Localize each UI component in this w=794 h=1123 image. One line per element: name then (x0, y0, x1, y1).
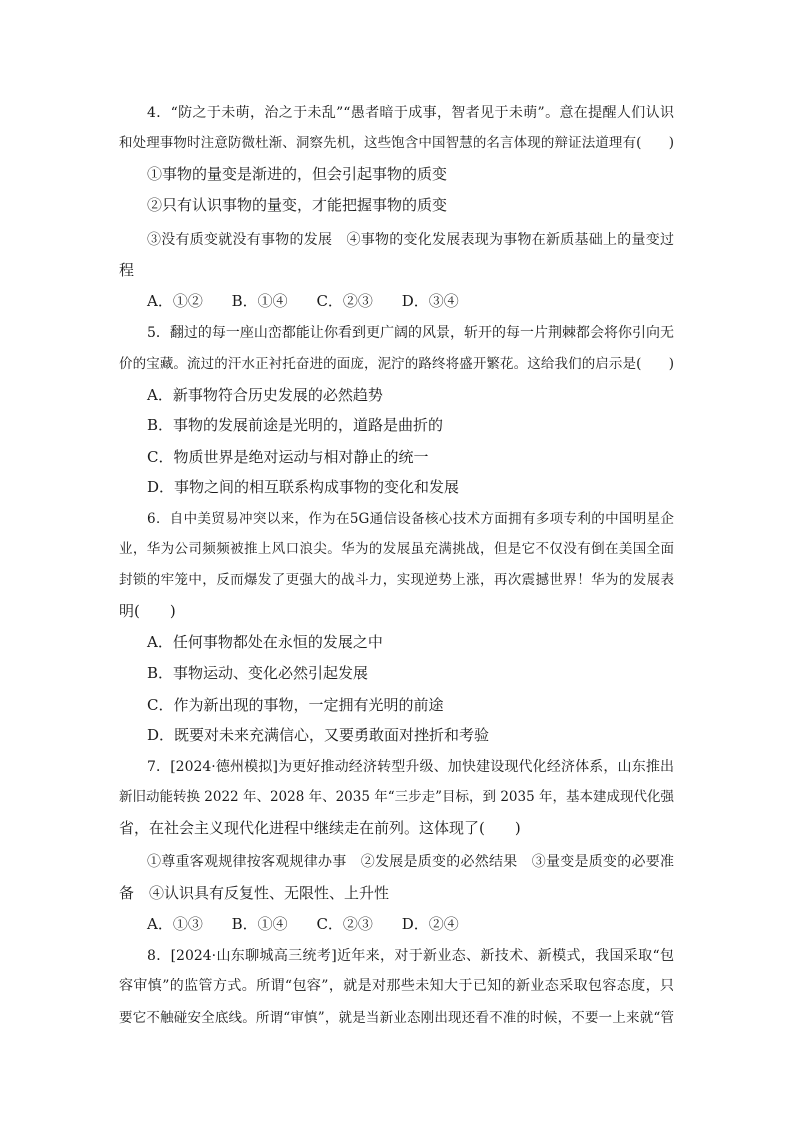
q7-option-a: A．①③ (147, 915, 203, 933)
q6-option-c: C．作为新出现的事物，一定拥有光明的前途 (147, 696, 444, 714)
q4-options (147, 291, 483, 311)
q4-stem-line-2: 和处理事物时注意防微杜渐、洞察先机，这些饱含中国智慧的名言体现的辩证法道理有( ) (119, 135, 674, 151)
q5-option-c: C．物质世界是绝对运动与相对静止的统一 (147, 448, 429, 466)
q5-stem-line-2: 价的宝藏。流过的汗水正衬托奋进的面庞，泥泞的路终将盛开繁花。这给我们的启示是( ) (119, 356, 674, 372)
q4-option-b: B．①④ (231, 292, 288, 310)
q8-stem-line-1: 8．[2024·山东聊城高三统考]近年来，对于新业态、新技术、新模式，我国采取“包 (147, 948, 674, 964)
q7-stem-line-1: 7．[2024·德州模拟]为更好推动经济转型升级、加快建设现代化经济体系，山东推出 (147, 759, 674, 775)
q7-statements-line-1: ①尊重客观规律按客观规律办事 ②发展是质变的必然结果 ③量变是质变的必要准 (147, 854, 674, 870)
q5-stem-line-1: 5．翻过的每一座山峦都能让你看到更广阔的风景，斩开的每一片荆棘都会将你引向无 (147, 325, 674, 341)
q4-option-a: A．①② (147, 292, 203, 310)
q7-stem-line-3: 省，在社会主义现代化进程中继续走在前列。这体现了( ) (119, 819, 521, 837)
q6-stem-line-4: 明( ) (119, 602, 176, 620)
q5-option-b: B．事物的发展前途是光明的，道路是曲折的 (147, 416, 444, 434)
q7-statements-line-2: 备 ④认识具有反复性、无限性、上升性 (119, 884, 390, 902)
q7-option-c: C．②③ (316, 915, 373, 933)
q6-stem-line-3: 封锁的牢笼中，反而爆发了更强大的战斗力，实现逆势上涨，再次震撼世界！华为的发展表 (119, 572, 674, 588)
q7-options (147, 914, 483, 934)
q6-option-a: A．任何事物都处在永恒的发展之中 (147, 633, 383, 651)
q6-stem-line-2: 业，华为公司频频被推上风口浪尖。华为的发展虽充满挑战，但是它不仅没有倒在美国全面 (119, 541, 674, 557)
q4-option-d: D．③④ (401, 292, 459, 310)
q6-option-b: B．事物运动、变化必然引起发展 (147, 664, 369, 682)
q7-option-d: D．②④ (401, 915, 459, 933)
q4-statement-1: ①事物的量变是渐进的，但会引起事物的质变 (147, 165, 448, 183)
q4-option-c: C．②③ (316, 292, 373, 310)
q4-stem-line-1: 4．“防之于未萌，治之于未乱”“愚者暗于成事，智者见于未萌”。意在提醒人们认识 (147, 105, 674, 121)
q4-statement-2: ②只有认识事物的量变，才能把握事物的质变 (147, 196, 448, 214)
q8-stem-line-3: 要它不触碰安全底线。所谓“审慎”，就是当新业态刚出现还看不准的时候，不要一上来就“管 (119, 1010, 674, 1026)
q6-option-d: D．既要对未来充满信心，又要勇敢面对挫折和考验 (147, 726, 490, 744)
q4-statement-3-4-line-2: 程 (119, 261, 135, 279)
q5-option-a: A．新事物符合历史发展的必然趋势 (147, 386, 383, 404)
q7-stem-line-2: 新旧动能转换 2022 年、2028 年、2035 年“三步走”目标，到 2035 年，基本建成现代化强 (119, 789, 674, 805)
q8-stem-line-2: 容审慎”的监管方式。所谓“包容”，就是对那些未知大于已知的新业态采取包容态度，只 (119, 978, 674, 994)
q6-stem-line-1: 6．自中美贸易冲突以来，作为在5G通信设备核心技术方面拥有多项专利的中国明星企 (147, 511, 674, 527)
q5-option-d: D．事物之间的相互联系构成事物的变化和发展 (147, 478, 460, 496)
q4-statement-3-4-line-1: ③没有质变就没有事物的发展 ④事物的变化发展表现为事物在新质基础上的量变过 (147, 232, 674, 248)
q7-option-b: B．①④ (231, 915, 288, 933)
